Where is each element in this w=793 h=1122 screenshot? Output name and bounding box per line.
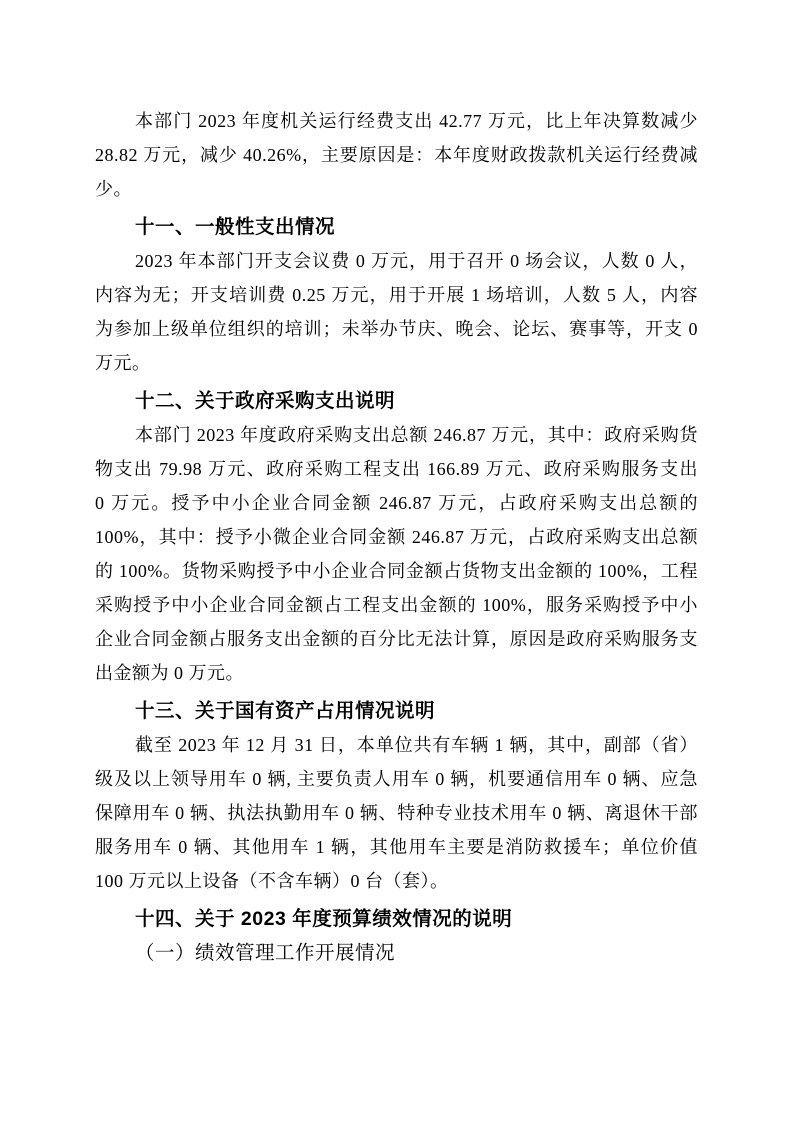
text-line: 物支出 79.98 万元、政府采购工程支出 166.89 万元、政府采购服务支出 xyxy=(95,459,698,479)
subsection-heading: （一）绩效管理工作开展情况 xyxy=(135,942,396,964)
text-line: 保障用车 0 辆、执法执勤用车 0 辆、特种专业技术用车 0 辆、离退休干部 xyxy=(95,803,698,823)
text-line: 截至 2023 年 12 月 31 日，本单位共有车辆 1 辆，其中，副部（省） xyxy=(135,735,698,755)
text-line: 少。 xyxy=(95,179,132,199)
paragraph xyxy=(95,104,698,206)
text-line: 0 万元。授予中小企业合同金额 246.87 万元，占政府采购支出总额的 xyxy=(95,493,698,513)
document-body xyxy=(95,104,698,970)
text-line: 企业合同金额占服务支出金额的百分比无法计算，原因是政府采购服务支 xyxy=(95,629,698,649)
paragraph xyxy=(95,728,698,898)
paragraph xyxy=(95,418,698,690)
text-line: 采购授予中小企业合同金额占工程支出金额的 100%，服务采购授予中小 xyxy=(95,595,698,615)
text-line: 本部门 2023 年度政府采购支出总额 246.87 万元，其中：政府采购货 xyxy=(135,425,698,445)
paragraph xyxy=(95,244,698,380)
section-heading: 十二、关于政府采购支出说明 xyxy=(135,390,396,412)
text-line: 2023 年本部门开支会议费 0 万元，用于召开 0 场会议，人数 0 人， xyxy=(135,251,698,271)
text-line: 万元。 xyxy=(95,353,151,373)
text-line: 级及以上领导用车 0 辆, 主要负责人用车 0 辆，机要通信用车 0 辆、应急 xyxy=(95,769,698,789)
section-heading: 十四、关于 2023 年度预算绩效情况的说明 xyxy=(135,908,513,930)
text-line: 为参加上级单位组织的培训；未举办节庆、晚会、论坛、赛事等，开支 0 xyxy=(95,319,698,339)
text-line: 本部门 2023 年度机关运行经费支出 42.77 万元，比上年决算数减少 xyxy=(135,111,698,131)
text-line: 100 万元以上设备（不含车辆）0 台（套）。 xyxy=(95,871,449,891)
text-line: 出金额为 0 万元。 xyxy=(95,663,244,683)
text-line: 内容为无；开支培训费 0.25 万元，用于开展 1 场培训，人数 5 人，内容 xyxy=(95,285,698,305)
section-heading: 十一、一般性支出情况 xyxy=(135,216,336,238)
text-line: 100%，其中：授予小微企业合同金额 246.87 万元，占政府采购支出总额 xyxy=(95,527,698,547)
text-line: 28.82 万元，减少 40.26%，主要原因是：本年度财政拨款机关运行经费减 xyxy=(95,145,698,165)
section-heading: 十三、关于国有资产占用情况说明 xyxy=(135,700,436,722)
text-line: 的 100%。货物采购授予中小企业合同金额占货物支出金额的 100%，工程 xyxy=(95,561,698,581)
text-line: 服务用车 0 辆、其他用车 1 辆，其他用车主要是消防救援车；单位价值 xyxy=(95,837,698,857)
